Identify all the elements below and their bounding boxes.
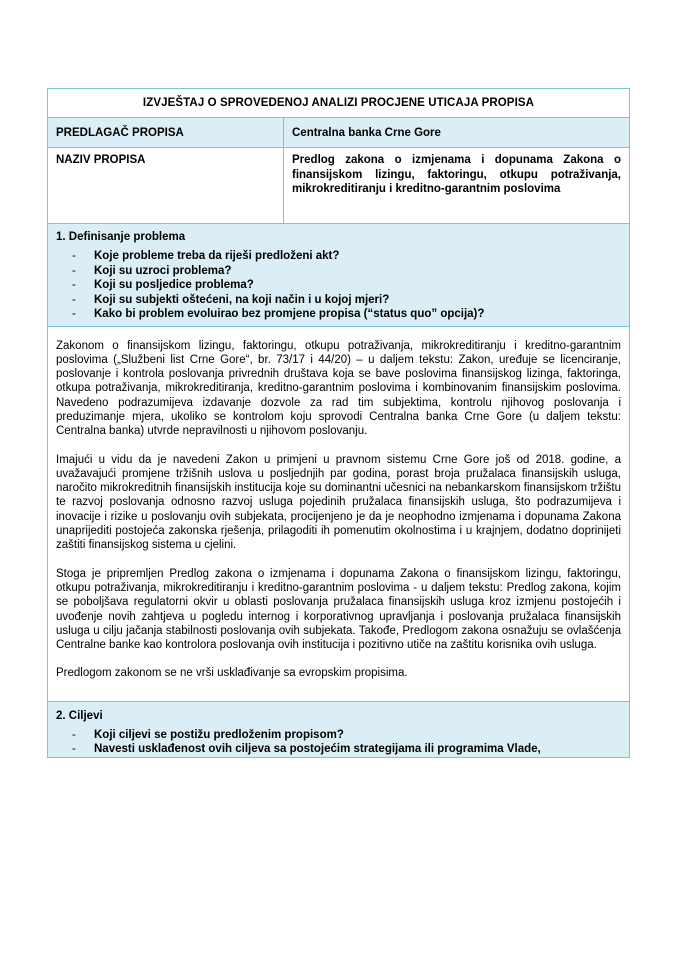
report-title: IZVJEŠTAJ O SPROVEDENOJ ANALIZI PROCJENE UTICAJA PROPISA <box>47 88 630 118</box>
question-item: - Koje probleme treba da riješi predloženi akt? <box>72 250 340 262</box>
question-item: - Koji ciljevi se postižu predloženim propisom? <box>72 728 344 741</box>
section2-heading: 2. Ciljevi <box>56 709 103 722</box>
question-item: - Koji su subjekti oštećeni, na koji način i u kojoj mjeri? <box>72 293 390 306</box>
question-item: - Koji su uzroci problema? <box>72 264 232 277</box>
question-item: - Koji su posljedice problema? <box>72 279 254 291</box>
body-paragraph: Zakonom o finansijskom lizingu, faktoringu, otkupu potraživanja, mikrokreditiranju i kreditno-garantnim poslovima („Službeni list Crne Gore“, br. 73/17 i 44/20) – u daljem tekstu: Zakon, uređuje se licenciranje, poslovanje i kontrola poslovanja privrednih društava koja se bave poslovima finansijskog lizinga, faktoringa, otkupa potraživanja, mikrokreditiranja, kreditno-garantnim poslovima i kombinovanim finansijskim poslovima. Navedeno podrazumijeva izdavanje dozvole za rad tim subjektima, kontrolu njihovog poslovanja i preduzimanje mjera, ukoliko se kontrolom koju sprovodi Centralna banka Crne Gore (u daljem tekstu: Centralna banka) utvrde nepravilnosti u njihovom poslovanju. <box>56 339 621 438</box>
proposer-row <box>47 118 630 148</box>
section1-questions <box>56 249 621 322</box>
section2-header <box>47 702 630 758</box>
question-item: - Kako bi problem evoluirao bez promjene propisa (“status quo” opcija)? <box>72 308 485 320</box>
regulation-row <box>47 148 630 224</box>
body-paragraph: Predlogom zakonom se ne vrši usklađivanje sa evropskim propisima. <box>56 667 408 680</box>
proposer-label: PREDLAGAČ PROPISA <box>48 118 284 147</box>
report-table <box>47 88 630 758</box>
body-paragraph: Imajući u vidu da je navedeni Zakon u primjeni u pravnom sistemu Crne Gore još od 2018. godine, a uvažavajući promjene tržišnih uslova u posljednjih par godina, porast broja pružalaca finansijskih usluga, naročito mikrokreditnih finansijskih institucija koje su dominantni učesnici na nebankarskom finansijskom tržištu te razvoj poslovanja odnosno razvoj usluga pojedinih pružalaca finansijskih usluga, što podrazumijeva i inovacije i rizike u poslovanju ovih subjekata, procijenjeno je da je neophodno izmjenama i dopunama Zakona unaprijediti postojeća zakonska rješenja, prilagoditi ih pomenutim okolnostima i u krajnjem, dodatno doprinijeti zaštiti finansijskog sistema u cjelini. <box>56 453 621 552</box>
section1-body <box>47 327 630 702</box>
section1-header <box>47 224 630 327</box>
regulation-label: NAZIV PROPISA <box>48 148 284 223</box>
body-paragraph: Stoga je pripremljen Predlog zakona o izmjenama i dopunama Zakona o finansijskom lizingu, faktoringu, otkupu potraživanja, mikrokreditiranju i kreditno-garantnim poslovima - u daljem tekstu: Predlog zakona, kojim se poboljšava regulatorni okvir u oblasti poslovanja pružalaca finansijskih usluga kroz izmjenu postojećih i uvođenje novih zahtjeva u pogledu internog i korporativnog upravljanja i poslovanja pružalaca finansijskih usluga u cilju jačanja stabilnosti poslovanja ovih subjekata. Takođe, Predlogom zakona osnažuju se ovlašćenja Centralne banke kao kontrolora poslovanja ovih institucija i pozitivno utiče na zaštitu korisnika ovih usluga. <box>56 567 621 652</box>
section1-heading: 1. Definisanje problema <box>56 231 186 243</box>
section2-questions <box>56 728 621 757</box>
proposer-value: Centralna banka Crne Gore <box>292 126 441 139</box>
question-item: - Navesti usklađenost ovih ciljeva sa postojećim strategijama ili programima Vlade, <box>72 743 541 756</box>
regulation-value: Predlog zakona o izmjenama i dopunama Zakona o finansijskom lizingu, faktoringu, otkupu potraživanja, mikrokreditiranju i kreditno-garantnim poslovima <box>292 154 621 195</box>
